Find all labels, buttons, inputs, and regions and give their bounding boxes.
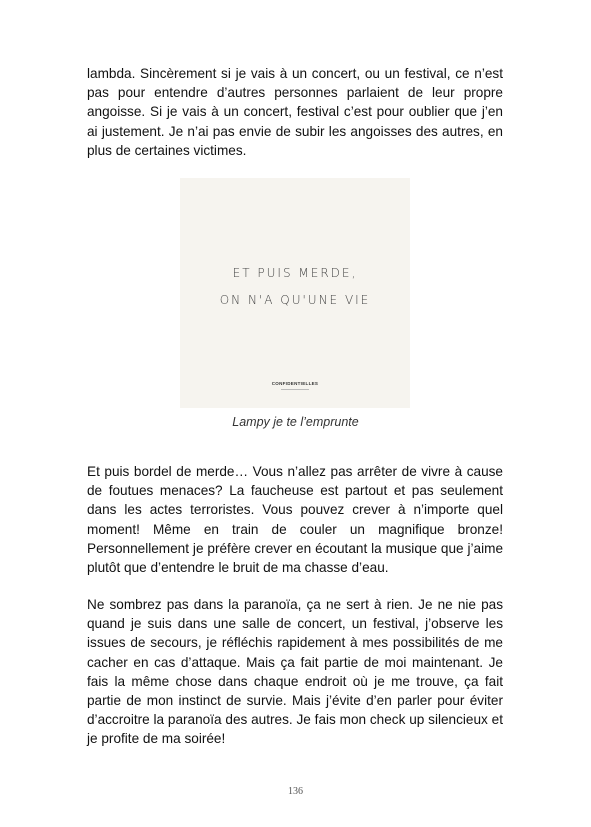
paragraph-2: Et puis bordel de merde… Vous n’allez pas arrêter de vivre à cause de foutues menaces? La faucheuse est partout et pas seulement dans les actes terroristes. Vous pouvez crever à n’importe quel moment! Même en train de couler un magnifique bronze! Personnellement je préfère crever en écoutant la musique que j’aime plutôt que d’entendre le bruit de ma chasse d’eau. <box>87 464 503 576</box>
image-caption: Lampy je te l’emprunte <box>232 415 359 429</box>
paragraph-3: Ne sombrez pas dans la paranoïa, ça ne sert à rien. Je ne nie pas quand je suis dans une salle de concert, un festival, j’observe les issues de secours, je réfléchis rapidement à mes possibilités de me cacher en cas d’attaque. Mais ça fait partie de moi maintenant. Je fais la même chose dans chaque endroit où je me trouve, ça fait partie de mon instinct de survie. Mais j’évite d’en parler pour éviter d’accroitre la paranoïa des autres. Je fais mon check up silencieux et je profite de ma soirée! <box>87 597 503 747</box>
brand-underline <box>281 389 309 390</box>
image-quote-line-2: ON N'A QU'UNE VIE <box>219 293 371 307</box>
image-quote-line-1: ET PUIS MERDE, <box>232 266 358 280</box>
image-brand-logo: CONFIDENTIELLES <box>271 381 319 386</box>
quote-image <box>180 178 410 408</box>
paragraph-1: lambda. Sincèrement si je vais à un concert, ou un festival, ce n’est pas pour entendre d’autres personnes parlaient de leur propre angoisse. Si je vais à un concert, festival c’est pour oublier que j’en ai justement. Je n’ai pas envie de subir les angoisses des autres, en plus de certaines victimes. <box>87 66 503 158</box>
page-number: 136 <box>288 786 303 797</box>
